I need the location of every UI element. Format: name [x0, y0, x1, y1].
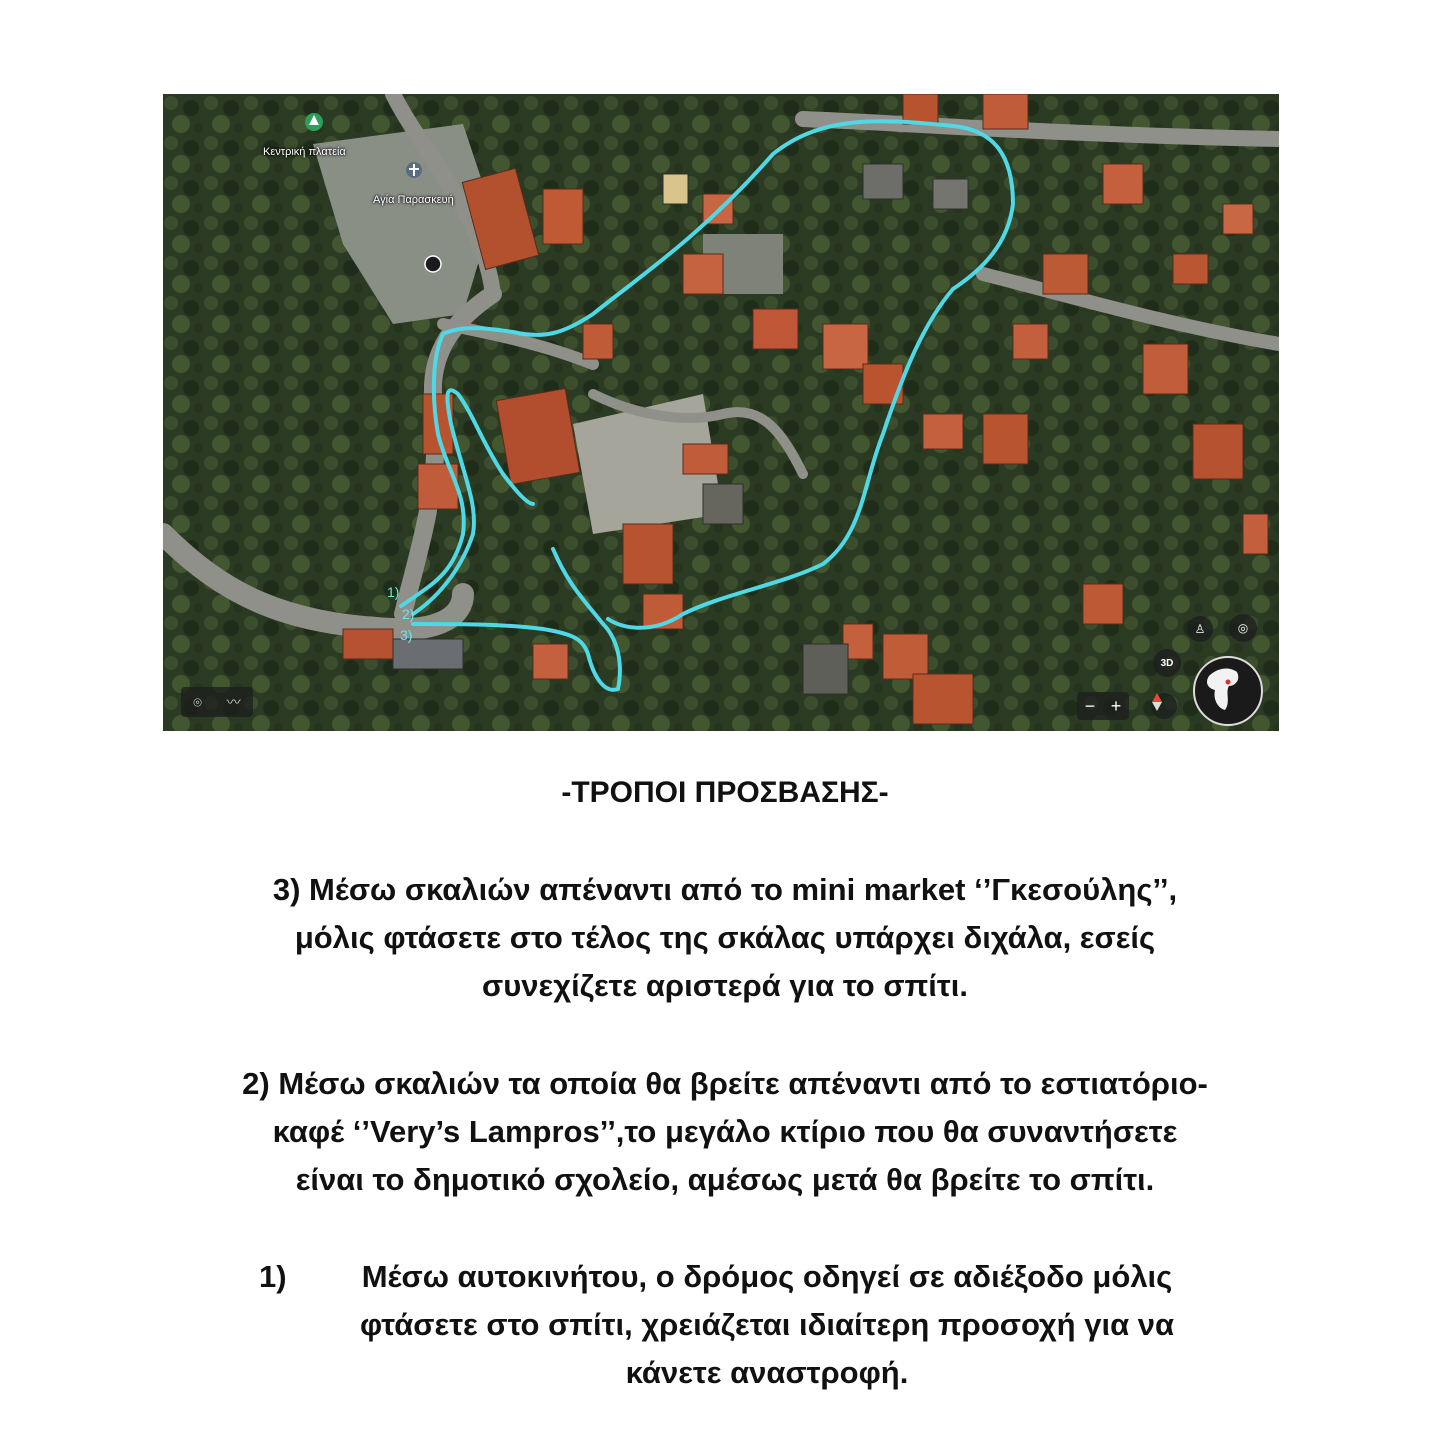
route-3-line: μόλις φτάσετε στο τέλος της σκάλας υπάρχει διχάλα, εσείς [294, 920, 1156, 955]
satellite-map[interactable] [163, 94, 1279, 731]
route-2-line: καφέ ‘’Very’s Lampros’’,το μεγάλο κτίριο που θα συναντήσετε [272, 1114, 1178, 1149]
path-measure-icon[interactable]: 〰 [226, 694, 241, 710]
route-marker-1: 1) [387, 584, 400, 600]
pin-church[interactable] [406, 162, 422, 178]
zoom-out-button[interactable]: − [1084, 695, 1096, 716]
globe-overview-icon[interactable] [1193, 656, 1263, 726]
map-tools-panel [181, 687, 253, 717]
route-2-line: είναι το δημοτικό σχολείο, αμέσως μετά θα βρείτε το σπίτι. [295, 1162, 1155, 1197]
roundabout-icon [425, 256, 441, 272]
zoom-controls [1077, 692, 1129, 720]
label-central-square: Κεντρική πλατεία [263, 146, 346, 158]
label-church: Αγία Παρασκευή [373, 194, 454, 206]
route-1-line: φτάσετε στο σπίτι, χρειάζεται ιδιαίτερη προσοχή για να [359, 1307, 1175, 1342]
location-pin-icon[interactable]: ⌾ [193, 693, 202, 710]
toggle-3d-button[interactable]: 3D [1153, 649, 1181, 677]
pin-central-square[interactable] [305, 113, 323, 131]
page-title: -ΤΡΟΠΟΙ ΠΡΟΣΒΑΣΗΣ- [561, 776, 889, 809]
route-2-description [150, 1060, 1300, 1204]
street-view-pegman-icon[interactable]: ♙ [1187, 616, 1213, 642]
route-3-line: 3) Μέσω σκαλιών απέναντι από το mini market ‘’Γκεσούλης’’, [272, 872, 1178, 907]
route-marker-2: 2) [402, 606, 415, 622]
zoom-in-button[interactable]: + [1110, 695, 1122, 716]
route-1-line: Μέσω αυτοκινήτου, ο δρόμος οδηγεί σε αδιέξοδο μόλις [361, 1259, 1173, 1294]
route-2-line: 2) Μέσω σκαλιών τα οποία θα βρείτε απέναντι από το εστιατόριο- [242, 1066, 1208, 1101]
map-imagery [163, 94, 1279, 731]
route-1-number: 1) [259, 1259, 287, 1294]
compass-icon[interactable] [1151, 693, 1177, 719]
route-3-description [150, 866, 1300, 1010]
route-1-line: κάνετε αναστροφή. [625, 1355, 909, 1390]
route-3-line: συνεχίζετε αριστερά για το σπίτι. [482, 968, 968, 1003]
my-location-icon[interactable]: ◎ [1229, 614, 1257, 642]
route-marker-3: 3) [400, 627, 413, 643]
